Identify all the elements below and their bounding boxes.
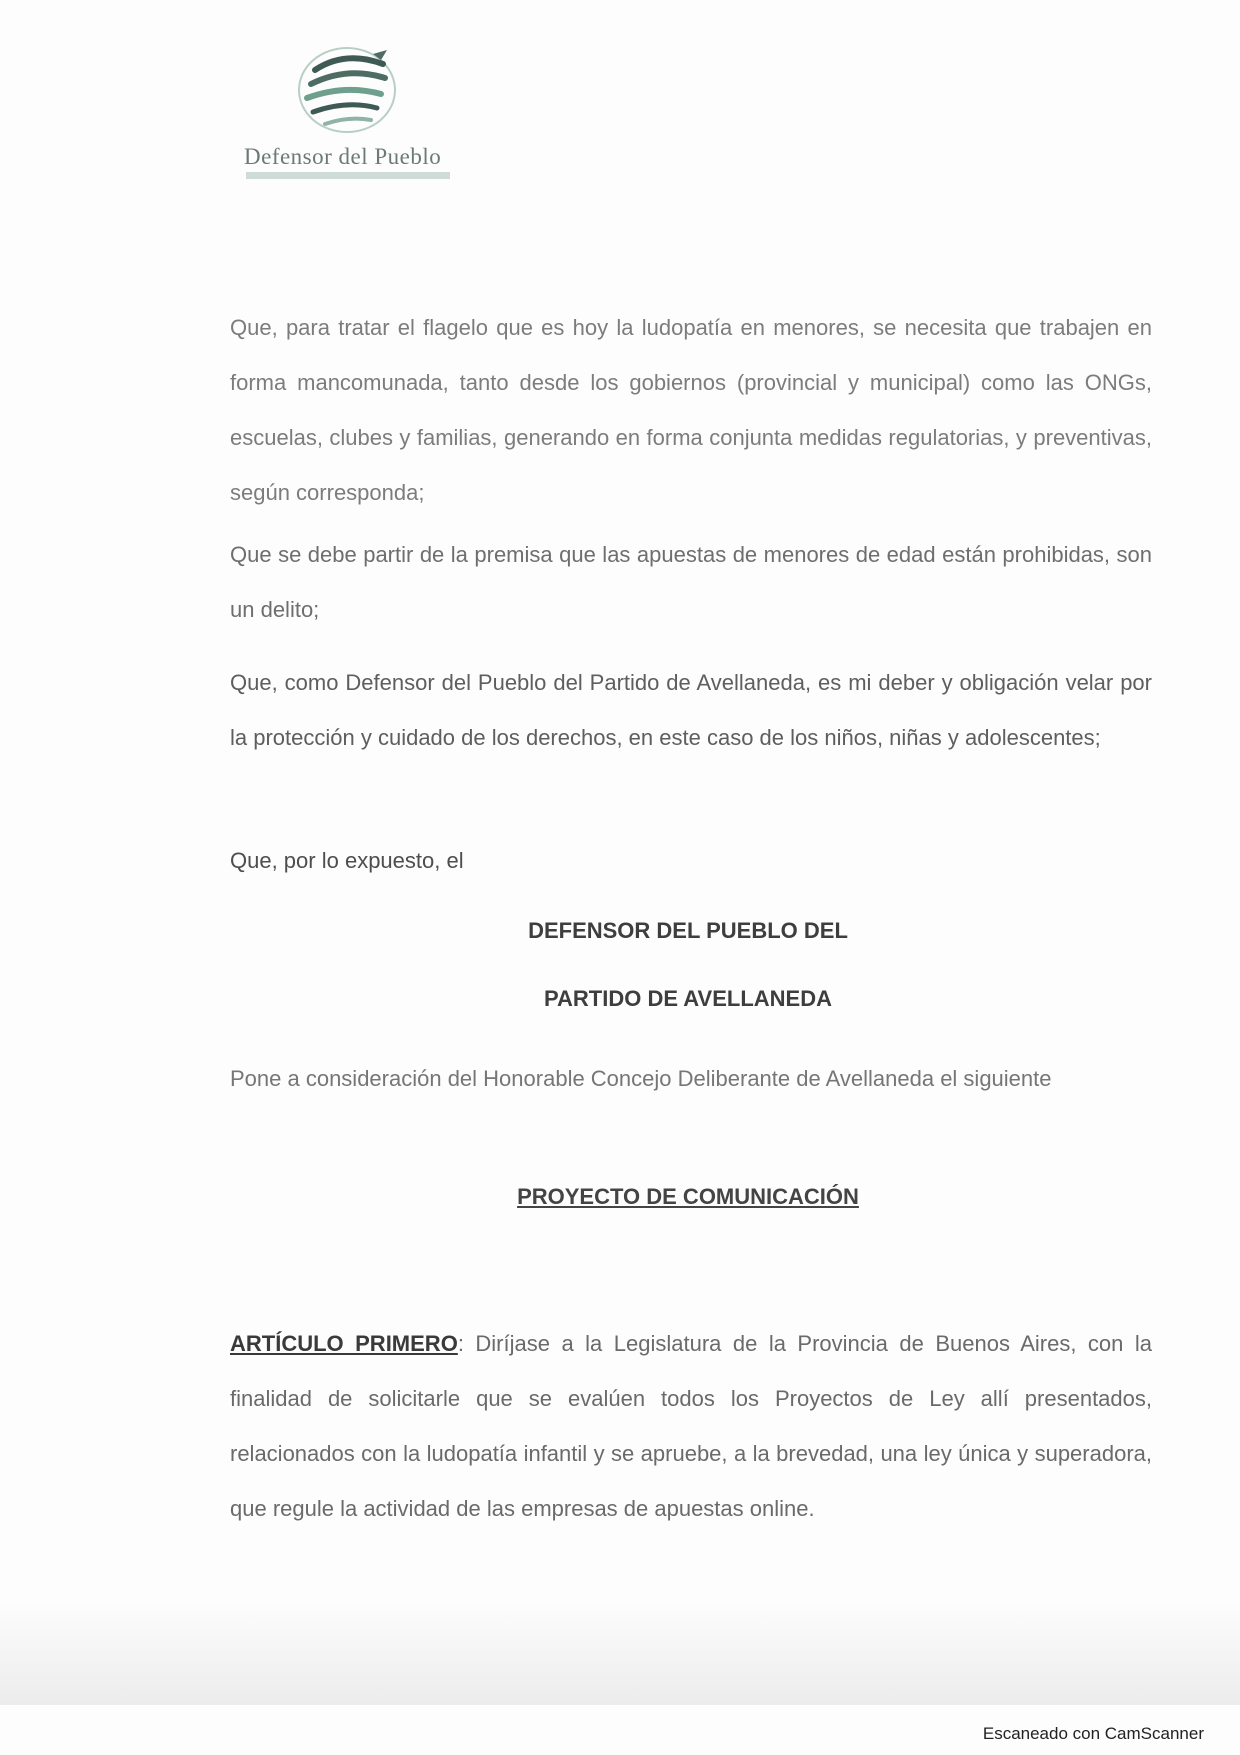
article-label: ARTÍCULO PRIMERO (230, 1331, 458, 1356)
logo-underline (246, 172, 450, 179)
paragraph-5: Pone a consideración del Honorable Concejo Deliberante de Avellaneda el siguiente (230, 1066, 1052, 1091)
logo-text: Defensor del Pueblo (244, 144, 442, 169)
defensor-del-pueblo-emblem-icon (285, 40, 405, 140)
scan-shadow (0, 1600, 1240, 1705)
heading-proyecto: PROYECTO DE COMUNICACIÓN (517, 1184, 859, 1209)
paragraph-4: Que, por lo expuesto, el (230, 848, 464, 873)
article-text: : Diríjase a la Legislatura de la Provincia de Buenos Aires, con la finalidad de solicitarle que se evalúen todos los Proyectos de Ley allí presentados, relacionados con la ludopatía infantil y se apruebe, a la brevedad, una ley única y superadora, que regule la actividad de las empresas de apuestas online. (230, 1331, 1152, 1521)
heading-defensor: DEFENSOR DEL PUEBLO DEL (528, 918, 848, 943)
logo (230, 40, 470, 190)
paragraph-3: Que, como Defensor del Pueblo del Partido de Avellaneda, es mi deber y obligación velar por la protección y cuidado de los derechos, en este caso de los niños, niñas y adolescentes; (230, 670, 1152, 750)
paragraph-2: Que se debe partir de la premisa que las apuestas de menores de edad están prohibidas, son un delito; (230, 542, 1152, 622)
article-paragraph (230, 1316, 1152, 1536)
heading-partido: PARTIDO DE AVELLANEDA (543, 986, 833, 1011)
scanner-watermark: Escaneado con CamScanner (982, 1724, 1204, 1743)
paragraph-1: Que, para tratar el flagelo que es hoy la ludopatía en menores, se necesita que trabajen en forma mancomunada, tanto desde los gobiernos (provincial y municipal) como las ONGs, escuelas, clubes y familias, generando en forma conjunta medidas regulatorias, y preventivas, según corresponda; (230, 315, 1152, 505)
